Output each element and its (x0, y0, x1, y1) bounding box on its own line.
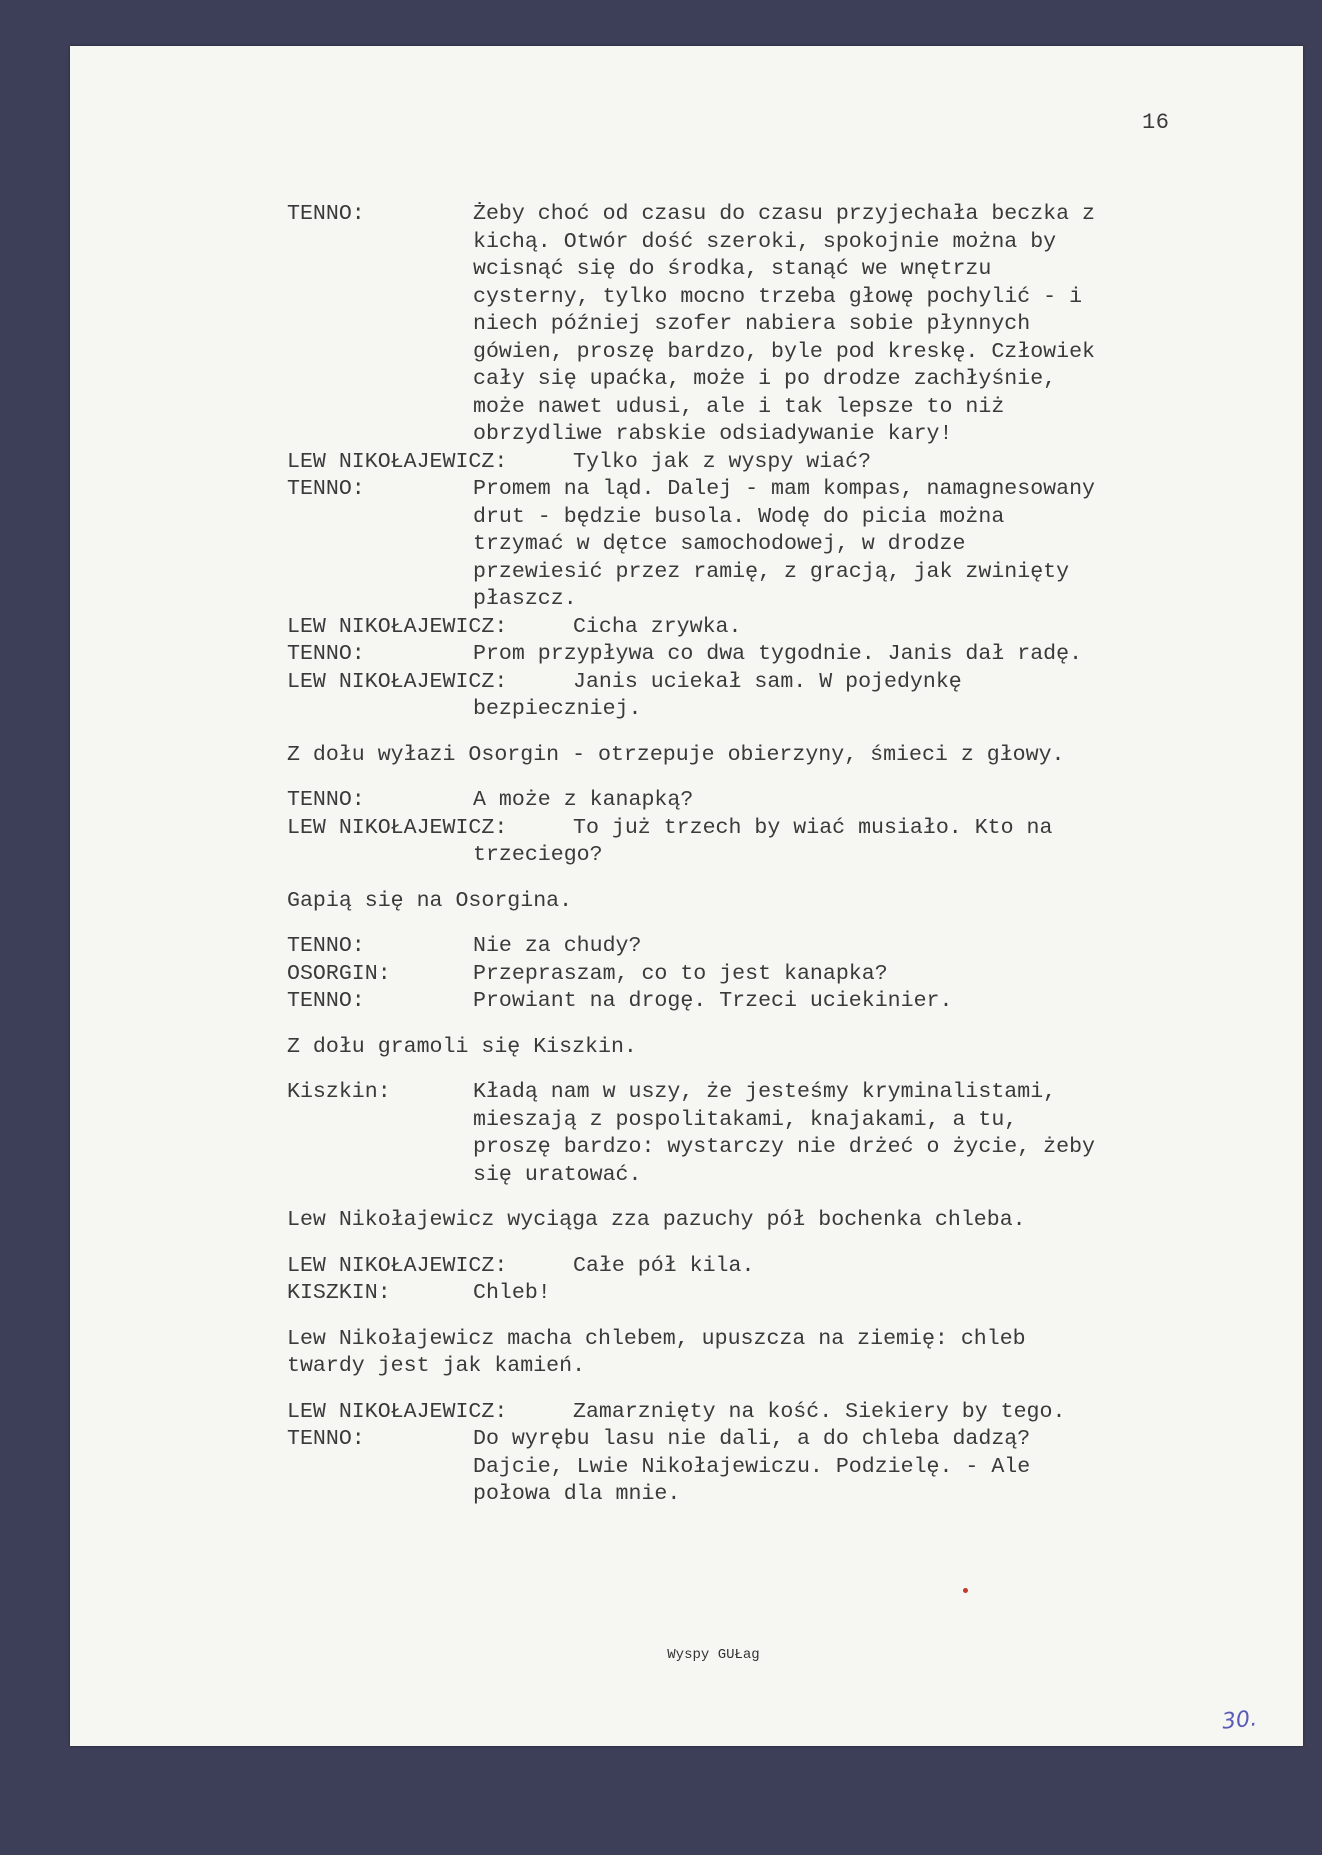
dialogue-first-line (287, 815, 1187, 843)
speech-line: Przepraszam, co to jest kanapka? (473, 961, 888, 986)
speech-line: Janis uciekał sam. W pojedynkę (573, 669, 962, 694)
dialogue-block (287, 1399, 1187, 1427)
speech-line: niech później szofer nabiera sobie płynnych (473, 312, 1031, 336)
red-ink-dot (963, 1588, 968, 1593)
dialogue-block (287, 614, 1187, 642)
speech-line: drut - będzie busola. Wodę do picia można (473, 504, 1005, 529)
speech-line: Cicha zrywka. (573, 614, 742, 639)
dialogue-block (287, 201, 1187, 449)
dialogue-first-line (287, 201, 1187, 229)
dialogue-first-line (287, 1399, 1187, 1427)
dialogue-block (287, 1079, 1187, 1189)
page-number: 16 (1142, 110, 1170, 135)
speech-line: Chleb! (473, 1281, 551, 1305)
stage-direction-line: Lew Nikołajewicz macha chlebem, upuszcza na ziemię: chleb (287, 1326, 1026, 1351)
stage-direction-line: Gapią się na Osorgina. (287, 888, 573, 913)
speaker-name: TENNO: (287, 642, 365, 666)
speaker-name: TENNO: (287, 202, 365, 226)
speech-line: cysterny, tylko mocno trzeba głowę pochylić - i (473, 284, 1083, 309)
speech-line: gówien, proszę bardzo, byle pod kreskę. Człowiek (473, 339, 1096, 364)
speech-line: Całe pół kila. (573, 1253, 755, 1278)
speaker-name: LEW NIKOŁAJEWICZ: (287, 1253, 508, 1278)
dialogue-first-line (287, 787, 1187, 815)
speech-line: obrzydliwe rabskie odsiadywanie kary! (473, 422, 953, 446)
dialogue-first-line (287, 449, 1187, 477)
dialogue-first-line (287, 669, 1187, 697)
dialogue-block (287, 961, 1187, 989)
handwritten-folio-number: 30. (1220, 1706, 1259, 1735)
speaker-name: LEW NIKOŁAJEWICZ: (287, 449, 508, 474)
stage-direction (287, 888, 1187, 916)
stage-direction-line: Lew Nikołajewicz wyciąga zza pazuchy pół bochenka chleba. (287, 1208, 1026, 1232)
speech-line: Do wyrębu lasu nie dali, a do chleba dadzą? (473, 1427, 1031, 1451)
speech-line: wcisnąć się do środka, stanąć we wnętrzu (473, 257, 992, 281)
speech-line: Żeby choć od czasu do czasu przyjechała beczka z (473, 202, 1096, 226)
dialogue-block (287, 641, 1187, 669)
dialogue-block (287, 1280, 1187, 1308)
speech-line: przewiesić przez ramię, z gracją, jak zwinięty (473, 559, 1070, 584)
script-body (287, 201, 1187, 1509)
stage-direction-line: Z dołu gramoli się Kiszkin. (287, 1034, 637, 1059)
dialogue-first-line (287, 614, 1187, 642)
dialogue-block (287, 449, 1187, 477)
speech-line: cały się upaćka, może i po drodze zachłyśnie, (473, 367, 1057, 391)
speech-line: Kładą nam w uszy, że jesteśmy kryminalistami, (473, 1080, 1057, 1104)
speech-line: połowa dla mnie. (473, 1482, 681, 1506)
speech-line: Nie za chudy? (473, 934, 642, 958)
speech-line: Prom przypływa co dwa tygodnie. Janis dał radę. (473, 642, 1083, 666)
dialogue-first-line (287, 933, 1187, 961)
speech-line: się uratować. (473, 1162, 642, 1187)
speaker-name: LEW NIKOŁAJEWICZ: (287, 669, 508, 694)
dialogue-block (287, 988, 1187, 1016)
speaker-name: TENNO: (287, 477, 365, 501)
speaker-name: OSORGIN: (287, 961, 391, 986)
dialogue-first-line (287, 1253, 1187, 1281)
speaker-name: KISZKIN: (287, 1281, 391, 1305)
speech-line: Dajcie, Lwie Nikołajewiczu. Podzielę. - Ale (473, 1454, 1031, 1479)
dialogue-block (287, 1253, 1187, 1281)
dialogue-first-line (287, 1426, 1187, 1454)
speaker-name: TENNO: (287, 1427, 365, 1451)
speaker-name: Kiszkin: (287, 1080, 391, 1104)
speaker-name: LEW NIKOŁAJEWICZ: (287, 614, 508, 639)
speech-line: trzymać w dętce samochodowej, w drodze (473, 532, 966, 556)
speaker-name: LEW NIKOŁAJEWICZ: (287, 815, 508, 840)
speech-line: kichą. Otwór dość szeroki, spokojnie można by (473, 229, 1057, 254)
dialogue-first-line (287, 961, 1187, 989)
speech-line: może nawet udusi, ale i tak lepsze to niż (473, 394, 1005, 419)
dialogue-first-line (287, 988, 1187, 1016)
speech-line: trzeciego? (473, 843, 603, 867)
dialogue-first-line (287, 476, 1187, 504)
dialogue-block (287, 933, 1187, 961)
dialogue-block (287, 1426, 1187, 1509)
speech-line: Tylko jak z wyspy wiać? (573, 449, 872, 474)
speech-line: proszę bardzo: wystarczy nie drżeć o życie, żeby (473, 1135, 1096, 1159)
stage-direction-line: Z dołu wyłazi Osorgin - otrzepuje obierzyny, śmieci z głowy. (287, 742, 1065, 767)
dialogue-block (287, 669, 1187, 724)
dialogue-first-line (287, 1280, 1187, 1308)
speech-line: To już trzech by wiać musiało. Kto na (573, 815, 1053, 840)
speech-line: Zamarznięty na kość. Siekiery by tego. (573, 1399, 1066, 1424)
speaker-name: LEW NIKOŁAJEWICZ: (287, 1399, 508, 1424)
speech-line: Promem na ląd. Dalej - mam kompas, namagnesowany (473, 477, 1096, 501)
speech-line: Prowiant na drogę. Trzeci uciekinier. (473, 989, 953, 1013)
stage-direction (287, 1207, 1187, 1235)
speech-line: płaszcz. (473, 587, 577, 611)
dialogue-block (287, 787, 1187, 815)
stage-direction (287, 1034, 1187, 1062)
speaker-name: TENNO: (287, 934, 365, 958)
stage-direction (287, 742, 1187, 770)
dialogue-first-line (287, 641, 1187, 669)
stage-direction (287, 1326, 1187, 1381)
speech-line: mieszają z pospolitakami, knajakami, a tu, (473, 1107, 1018, 1132)
dialogue-block (287, 476, 1187, 614)
speech-line: A może z kanapką? (473, 788, 694, 812)
dialogue-block (287, 815, 1187, 870)
footer-title: Wyspy GUŁag (667, 1647, 760, 1663)
stage-direction-line: twardy jest jak kamień. (287, 1354, 586, 1378)
speaker-name: TENNO: (287, 989, 365, 1013)
speech-line: bezpieczniej. (473, 697, 642, 721)
speaker-name: TENNO: (287, 788, 365, 812)
dialogue-first-line (287, 1079, 1187, 1107)
